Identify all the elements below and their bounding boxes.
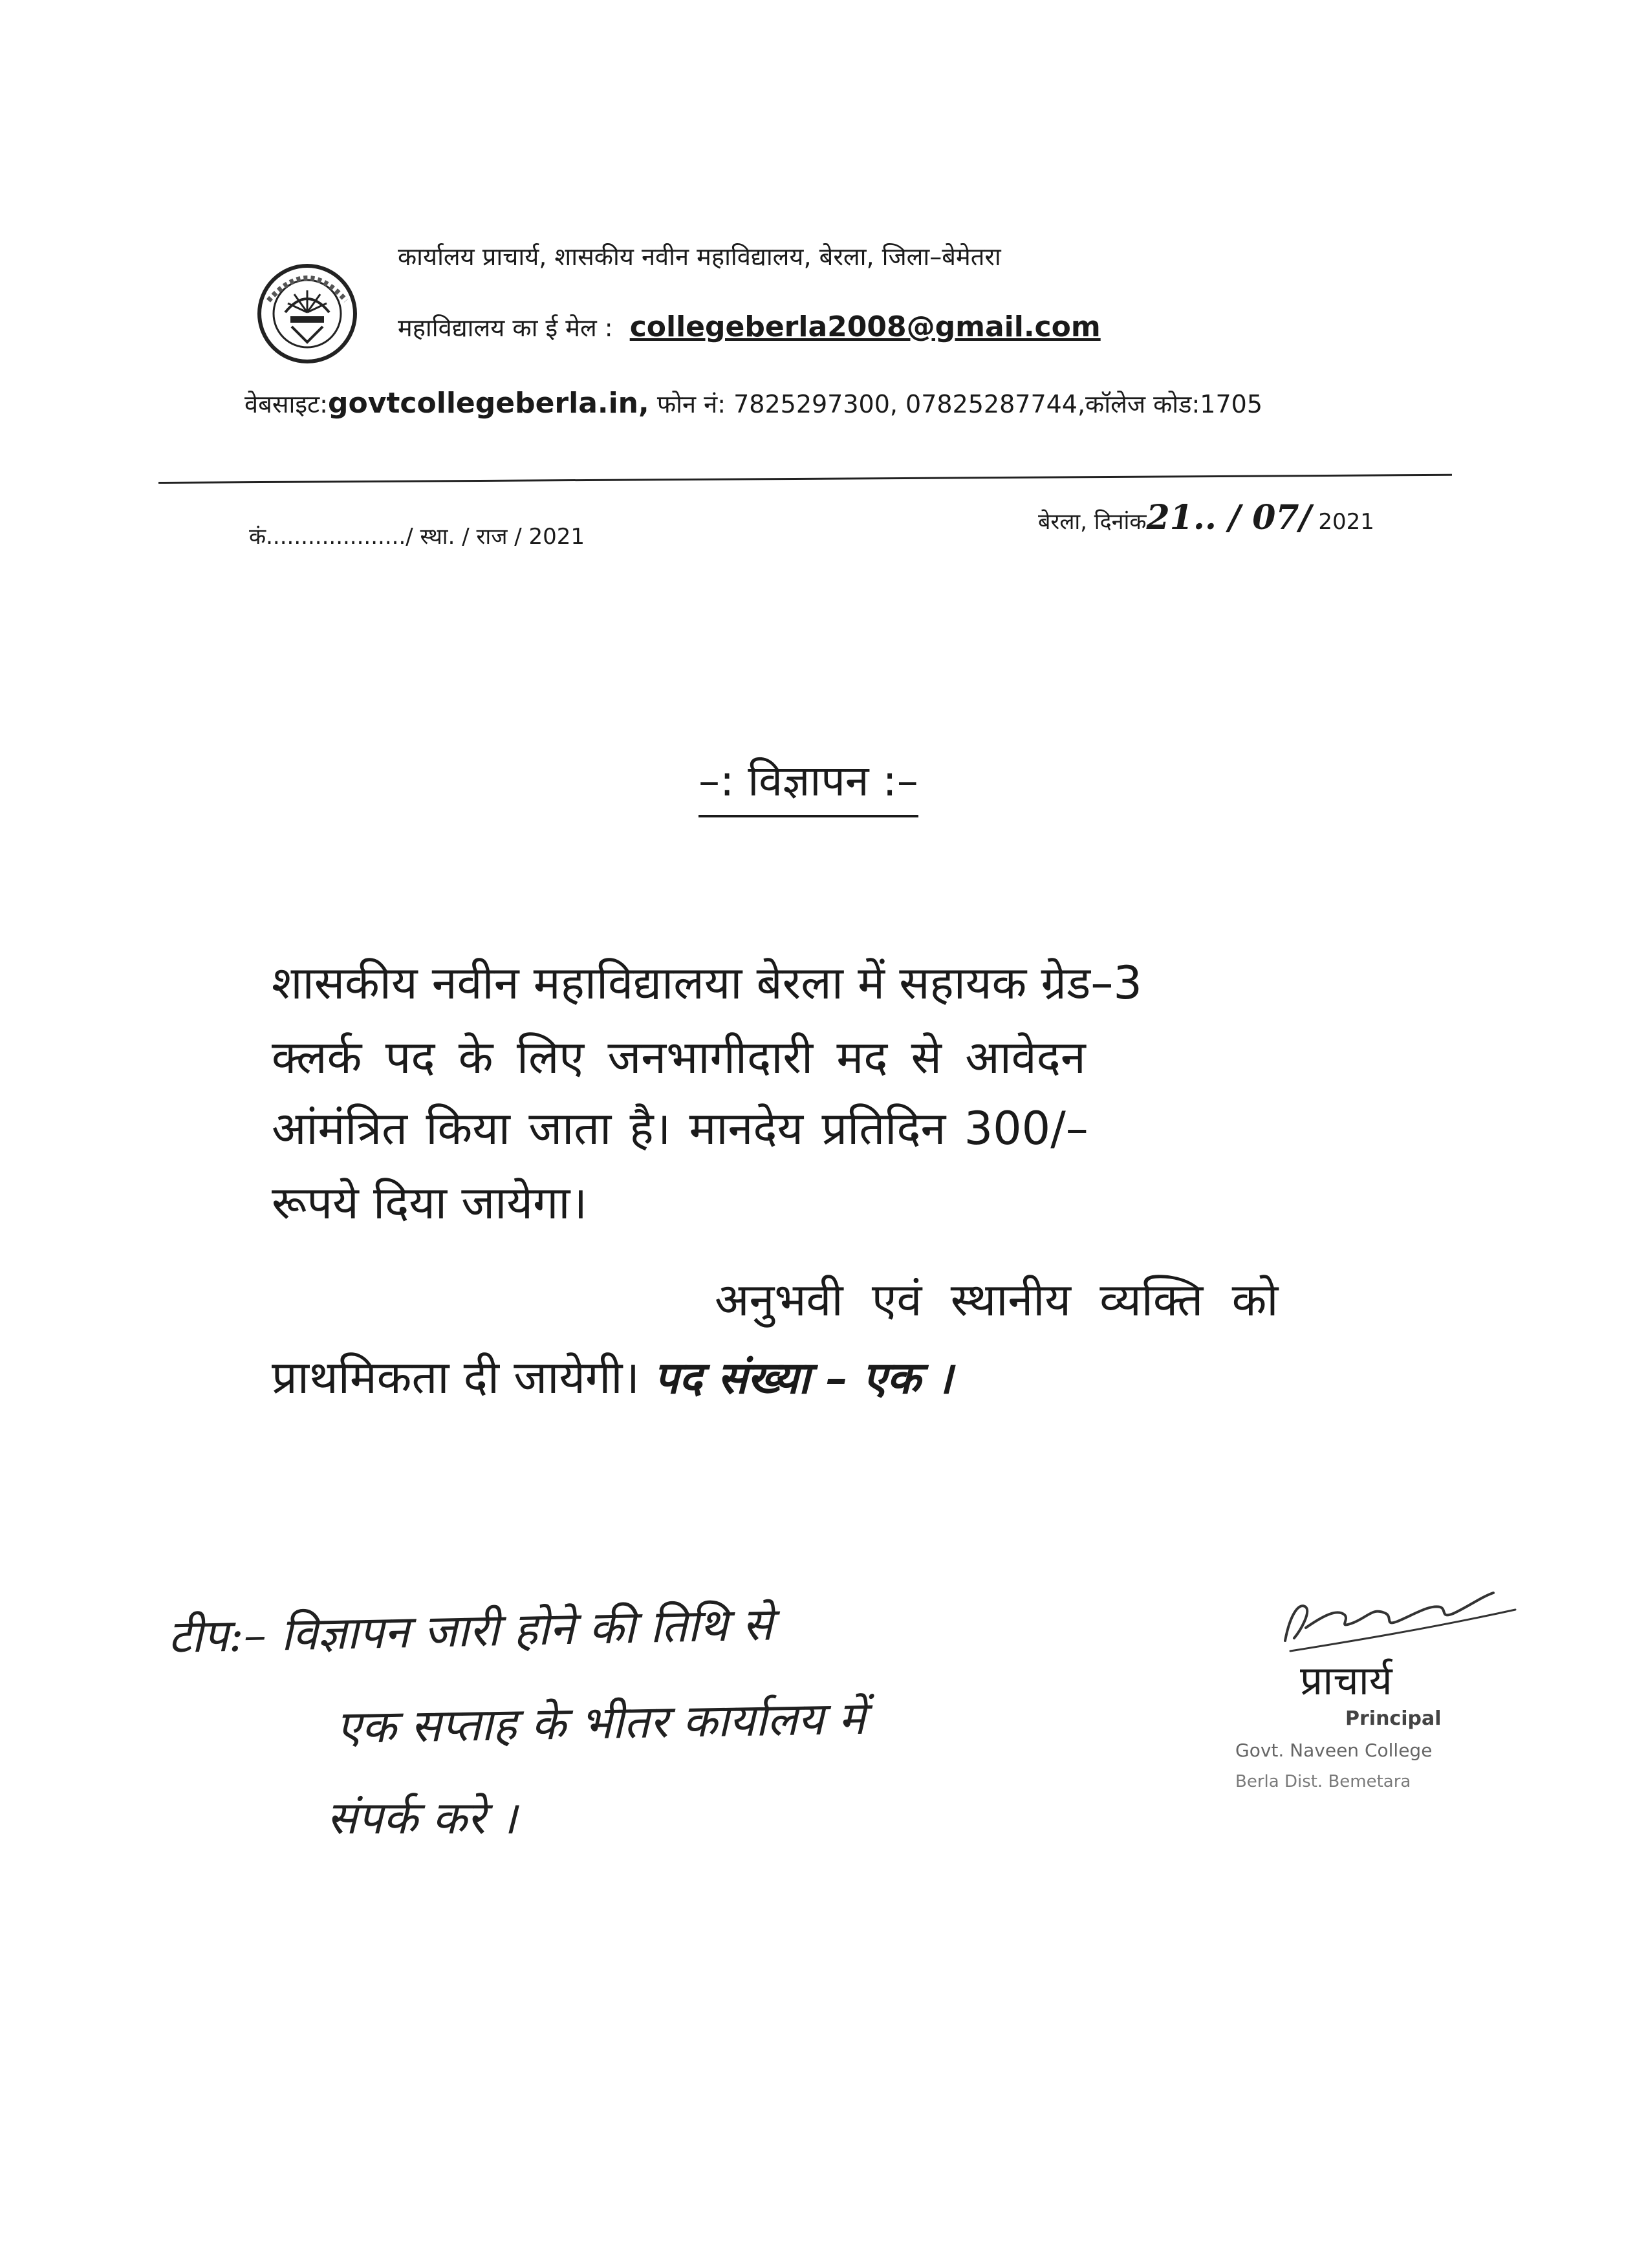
contact-line [244,387,1262,420]
stamp-college: Govt. Naveen College [1235,1740,1433,1761]
signatory-title: प्राचार्य [1300,1657,1392,1704]
date-line [1038,498,1374,537]
handwritten-date: 21.. / 07/ [1146,498,1312,537]
body-line-1: शासकीय नवीन महाविद्यालया बेरला में सहायक ग्रेड–3 [272,956,1142,1010]
stamp-place: Berla Dist. Bemetara [1235,1772,1411,1791]
email-label: महाविद्यालय का ई मेल : [398,314,613,342]
body-line-5: अनुभवी एवं स्थानीय व्यक्ति को [715,1273,1279,1326]
college-email: collegeberla2008@gmail.com [629,310,1101,343]
stamp-principal: Principal [1345,1707,1442,1730]
handwritten-note-line-2: एक सप्ताह के भीतर कार्यालय में [336,1691,866,1754]
handwritten-note-line-3: संपर्क करे । [327,1791,517,1844]
college-website: govtcollegeberla.in, [327,387,649,420]
reference-number: कं..................../ स्था. / राज / 2021 [249,524,585,550]
date-year: 2021 [1318,509,1374,535]
college-seal-logo [255,262,359,365]
body-line-3: आंमंत्रित किया जाता है। मानदेय प्रतिदिन 300/– [272,1102,1088,1155]
phone-and-code: फोन नं: 7825297300, 07825287744,कॉलेज कोड:1705 [656,390,1262,418]
website-label: वेबसाइट: [244,390,328,418]
email-row [398,310,1101,344]
body-line-4: रूपये दिया जायेगा। [272,1176,588,1229]
office-address-line: कार्यालय प्राचार्य, शासकीय नवीन महाविद्यालय, बेरला, जिला–बेमेतरा [398,243,1001,271]
header-divider [158,474,1452,484]
date-prefix: बेरला, दिनांक [1038,509,1147,535]
body-line-2: क्लर्क पद के लिए जनभागीदारी मद से आवेदन [272,1031,1086,1084]
body-line-6 [272,1351,953,1404]
handwritten-post-count: पद संख्या – एक । [654,1352,953,1404]
principal-signature [1277,1568,1523,1665]
page-title: –: विज्ञापन :– [698,750,918,817]
body-line-6-text: प्राथमिकता दी जायेगी। [272,1351,640,1404]
handwritten-note-line-1: टीप:– विज्ञापन जारी होने की तिथि से [168,1597,774,1663]
